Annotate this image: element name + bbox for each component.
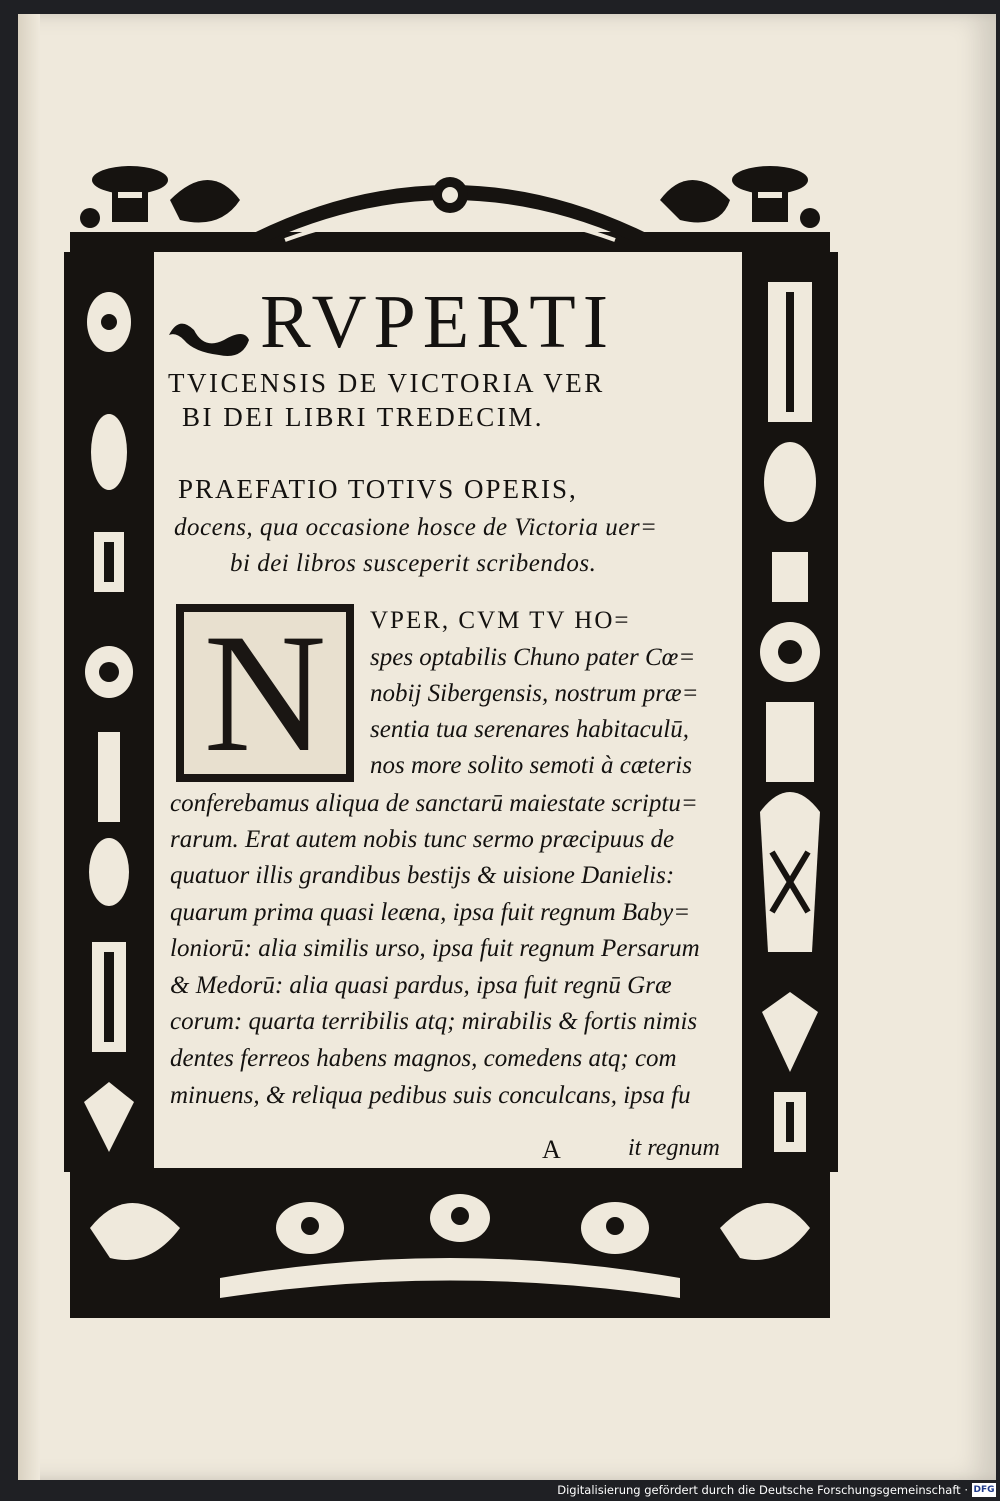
funding-notice: Digitalisierung gefördert durch die Deutsche Forschungsgemeinschaft · — [557, 1483, 968, 1497]
title-line-2: TVICENSIS DE VICTORIA VER — [168, 368, 605, 398]
page-text — [160, 262, 740, 1162]
initial-letter: N — [203, 599, 327, 787]
title-block — [160, 282, 740, 362]
page-gutter — [18, 14, 40, 1480]
fleuron-ornament — [164, 310, 254, 360]
preface-line-3: bi dei libros susceperit scribendos. — [230, 550, 597, 577]
body-line: rarum. Erat autem nobis tunc sermo præcipuus de — [170, 826, 675, 853]
title-line-3: BI DEI LIBRI TREDECIM. — [182, 402, 544, 432]
body-line: quarum prima quasi leæna, ipsa fuit regnum Baby= — [170, 899, 691, 926]
body-line: & Medorū: alia quasi pardus, ipsa fuit regnū Græ — [170, 972, 672, 999]
body-line: loniorū: alia similis urso, ipsa fuit regnum Persarum — [170, 935, 700, 962]
woodcut-bottom-border — [70, 1168, 830, 1318]
body-line: nos more solito semoti à cæteris — [370, 752, 692, 779]
dfg-logo: DFG — [973, 1485, 995, 1495]
decorated-initial — [176, 599, 354, 787]
preface-heading: PRAEFATIO TOTIVS OPERIS, — [178, 474, 578, 504]
signature-mark: A — [542, 1135, 561, 1164]
body-line: nobij Sibergensis, nostrum præ= — [370, 680, 699, 707]
woodcut-top-border — [70, 140, 830, 258]
title-main: RVPERTI — [260, 280, 616, 364]
preface-line-2: docens, qua occasione hosce de Victoria uer= — [174, 514, 658, 541]
body-line: conferebamus aliqua de sanctarū maiestate scriptu= — [170, 790, 698, 817]
footer-bar — [0, 1480, 1000, 1501]
body-line: quatuor illis grandibus bestijs & uisione Danielis: — [170, 862, 675, 889]
woodcut-right-column — [742, 252, 838, 1172]
catchword: it regnum — [628, 1135, 720, 1161]
body-line: corum: quarta terribilis atq; mirabilis & fortis nimis — [170, 1008, 698, 1035]
body-line: sentia tua serenares habitaculū, — [370, 716, 689, 743]
body-line: spes optabilis Chuno pater Cœ= — [370, 644, 696, 671]
body-line: minuens, & reliqua pedibus suis conculcans, ipsa fu — [170, 1082, 691, 1109]
woodcut-left-column — [64, 252, 154, 1172]
body-line: dentes ferreos habens magnos, comedens atq; com — [170, 1045, 677, 1072]
initial-panel — [184, 599, 346, 787]
body-line: VPER, CVM TV HO= — [370, 607, 631, 634]
